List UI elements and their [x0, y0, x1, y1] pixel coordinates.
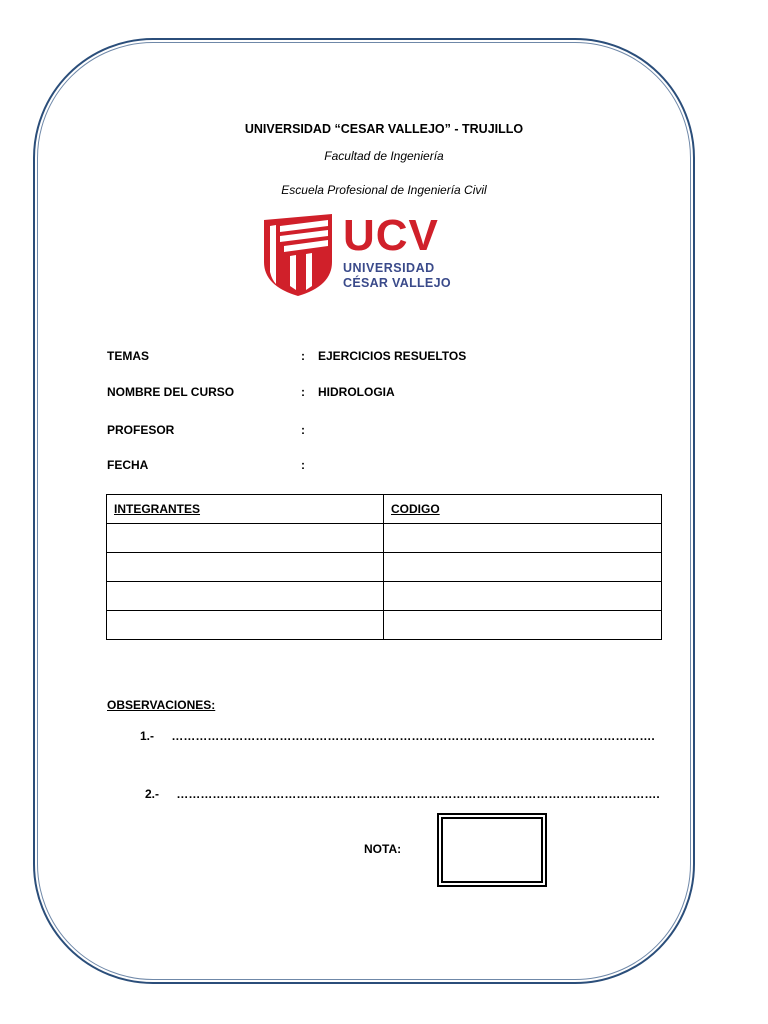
header-codigo: CODIGO — [384, 495, 662, 524]
member-name-cell[interactable] — [107, 553, 384, 582]
observation-dots: …………………………………………………………………………………………………………. — [176, 787, 660, 801]
members-table — [106, 494, 662, 640]
member-name-cell[interactable] — [107, 524, 384, 553]
member-name-cell[interactable] — [107, 611, 384, 640]
field-colon: : — [301, 385, 305, 399]
field-label-fecha: FECHA — [107, 458, 149, 472]
member-code-cell[interactable] — [384, 524, 662, 553]
field-label-profesor: PROFESOR — [107, 423, 175, 437]
table-row — [107, 524, 662, 553]
field-value-temas: EJERCICIOS RESUELTOS — [318, 349, 467, 363]
member-code-cell[interactable] — [384, 553, 662, 582]
grade-label: NOTA: — [364, 842, 402, 856]
member-code-cell[interactable] — [384, 582, 662, 611]
logo-line1: UNIVERSIDAD — [343, 261, 435, 275]
logo-line2: CÉSAR VALLEJO — [343, 276, 451, 290]
observation-number: 2.- — [145, 787, 160, 801]
school-name: Escuela Profesional de Ingeniería Civil — [281, 183, 487, 197]
header-integrantes: INTEGRANTES — [107, 495, 384, 524]
table-row — [107, 611, 662, 640]
field-colon: : — [301, 423, 305, 437]
table-row — [107, 553, 662, 582]
grade-box-inner — [441, 817, 543, 883]
faculty-name: Facultad de Ingeniería — [324, 149, 444, 163]
member-code-cell[interactable] — [384, 611, 662, 640]
observation-line-1 — [140, 729, 655, 743]
observation-number: 1.- — [140, 729, 155, 743]
field-value-curso: HIDROLOGIA — [318, 385, 395, 399]
observations-title: OBSERVACIONES: — [107, 698, 216, 712]
university-title: UNIVERSIDAD “CESAR VALLEJO” - TRUJILLO — [244, 122, 524, 136]
field-label-curso: NOMBRE DEL CURSO — [107, 385, 235, 399]
table-header-row — [107, 495, 662, 524]
field-label-temas: TEMAS — [107, 349, 149, 363]
observation-dots: …………………………………………………………………………………………………………. — [171, 729, 655, 743]
field-colon: : — [301, 458, 305, 472]
table-row — [107, 582, 662, 611]
field-colon: : — [301, 349, 305, 363]
member-name-cell[interactable] — [107, 582, 384, 611]
observation-line-2 — [145, 787, 660, 801]
logo-acronym: UCV — [343, 211, 439, 260]
